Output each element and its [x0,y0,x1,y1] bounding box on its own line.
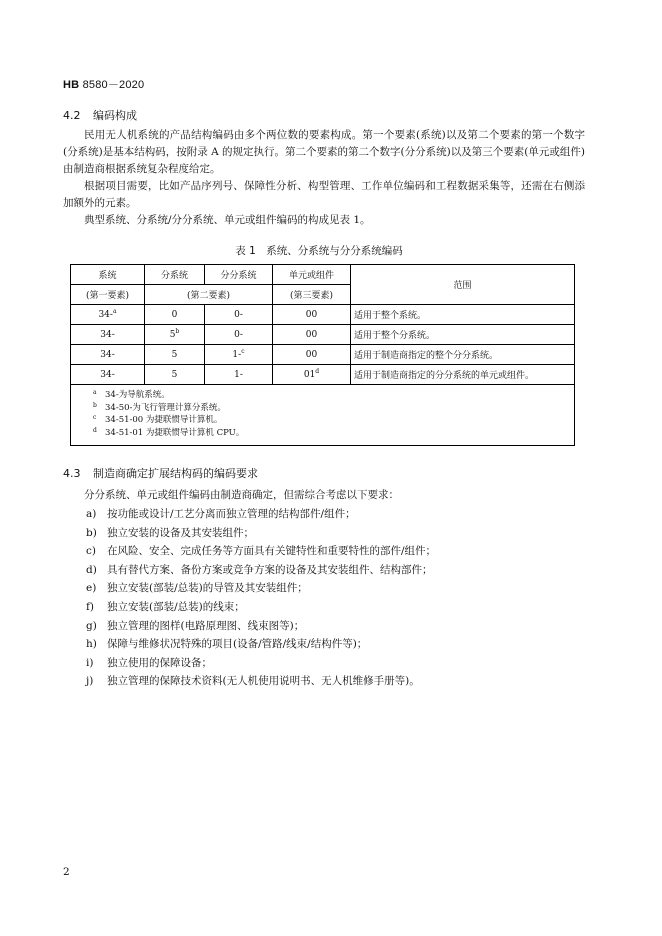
paragraph: 典型系统、分系统/分分系统、单元或组件编码的构成见表 1。 [84,214,371,226]
list-label: a) [86,508,97,520]
cell-value: 34- [100,349,115,360]
unit-cell [273,305,351,325]
paragraph: 根据项目需要，比如产品序列号、保障性分析、构型管理、工作单位编码和工程数据采集等，还需在右侧添加额外的元素。 [63,180,585,209]
header-cell: 分分系统 [205,265,273,285]
subsystem-cell [145,325,205,345]
header-cell: 单元或组件 [273,265,351,285]
unit-cell [273,325,351,345]
note-ref: a [112,307,117,315]
section-number: 4.2 [63,109,81,122]
cell-value: 00 [305,349,318,360]
note-text: 34-为导航系统。 [105,390,170,400]
note-text: 34-51-01 为捷联惯导计算机 CPU。 [105,427,245,438]
header-cell: 分系统 [145,265,205,285]
note-text: 34-50-为飞行管理计算分系统。 [105,402,226,413]
table-header-row [71,265,575,285]
cell-value: 5 [171,369,178,380]
cell-value: 00 [305,329,318,340]
list-item [86,542,586,561]
scope-cell: 适用于整个系统。 [351,305,575,325]
list-label: d) [86,563,97,576]
section-4-3-heading [63,465,258,481]
cell-value: 00 [305,309,318,320]
list-text: 独立管理的保障技术资料(无人机使用说明书、无人机维修手册等)。 [107,675,420,688]
scope-cell: 适用于制造商指定的整个分分系统。 [351,345,575,365]
cell-value: 34- [98,309,113,320]
list-text: 按功能或设计/工艺分离而独立管理的结构部件/组件； [107,508,356,520]
section-number: 4.3 [63,467,81,480]
table-row [71,365,575,385]
list-label: g) [86,619,97,632]
subheader-cell: (第二要素) [145,285,273,305]
cell-value: 01 [303,369,316,380]
list-label: e) [86,582,97,595]
standard-prefix: HB [63,79,80,91]
list-item [86,598,586,617]
table-note: $^a$ 34-为导航系统。 [93,389,170,400]
cell-value: 1- [232,349,242,360]
subsubsystem-cell [205,345,273,365]
list-text: 独立安装的设备及其安装组件； [107,526,254,539]
list-text: 保障与维修状况特殊的项目(设备/管路/线束/结构件等)； [107,638,368,651]
cell-value: 0- [234,309,243,320]
list-text: 独立安装(部装/总装)的线束； [107,600,245,613]
system-cell [71,305,145,325]
code-table [70,264,575,446]
cell-value: 0 [171,309,178,320]
cell-value: 34- [100,369,115,380]
list-label: i) [86,656,94,669]
header-cell: 范围 [351,265,575,305]
subheader-cell: (第一要素) [71,285,145,305]
list-label: j) [86,675,94,688]
list-item [86,579,586,598]
table-note: $^c$ 34-51-00 为捷联惯导计算机。 [93,414,223,425]
system-cell [71,325,145,345]
note-text: 34-51-00 为捷联惯导计算机。 [105,415,223,425]
list-label: c) [86,545,96,558]
page-number: 2 [63,866,70,878]
note-ref: c [241,347,245,355]
table-notes [71,385,575,446]
subsubsystem-cell [205,325,273,345]
subsubsystem-cell [205,365,273,385]
cell-value: 0- [234,329,243,340]
cell-value: 5 [171,349,178,360]
cell-value: 5 [169,329,176,340]
scope-cell: 适用于整个分系统。 [351,325,575,345]
section-title: 编码构成 [93,109,137,122]
list-label: f) [86,600,94,613]
list-label: h) [86,638,97,651]
list-item [86,561,586,580]
list-text: 具有替代方案、备份方案或竞争方案的设备及其安装组件、结构部件； [107,563,433,576]
table-caption: 表 1 系统、分系统与分分系统编码 [235,245,403,257]
list-item [86,672,586,691]
list-text: 独立管理的图样(电路原理图、线束图等)； [107,619,305,632]
paragraph: 分分系统、单元或组件编码由制造商确定，但需综合考虑以下要求： [84,489,399,501]
system-cell [71,365,145,385]
section-title: 制造商确定扩展结构码的编码要求 [93,467,258,480]
list-text: 在风险、安全、完成任务等方面具有关键特性和重要特性的部件/组件； [107,545,437,558]
subheader-cell: (第三要素) [273,285,351,305]
system-cell [71,345,145,365]
table-note: $^b$ 34-50-为飞行管理计算分系统。 [93,401,226,413]
subsystem-cell [145,305,205,325]
document-header [63,76,144,92]
subsubsystem-cell [205,305,273,325]
table-note: $^d$ 34-51-01 为捷联惯导计算机 CPU。 [93,426,245,438]
unit-cell [273,345,351,365]
table-row [71,325,575,345]
list-label: b) [86,526,97,539]
standard-number: 8580－2020 [82,79,145,91]
list-item [86,635,586,654]
list-item [86,524,586,543]
list-item [86,654,586,673]
note-ref: d [315,367,320,375]
header-cell: 系统 [71,265,145,285]
section-4-2-body [63,127,585,229]
requirements-list [86,505,586,691]
subsystem-cell [145,365,205,385]
list-item [86,617,586,636]
table-notes-row [71,385,575,446]
list-text: 独立使用的保障设备； [107,656,212,669]
scope-cell: 适用于制造商指定的分分系统的单元或组件。 [351,365,575,385]
list-item [86,505,586,524]
unit-cell [273,365,351,385]
cell-value: 1- [234,369,243,380]
table-row [71,345,575,365]
section-4-2-heading [63,107,137,123]
section-4-3-intro [63,487,585,504]
note-ref: b [175,327,180,335]
cell-value: 34- [100,329,115,340]
table-row [71,305,575,325]
paragraph: 民用无人机系统的产品结构编码由多个两位数的要素构成。第一个要素(系统)以及第二个要素的第一个数字(分系统)是基本结构码，按附录 A 的规定执行。第二个要素的第二个数字(分分系统)以及第三个要素(单元或组件)由制造商根据系统复杂程度给定。 [63,129,585,175]
list-text: 独立安装(部装/总装)的导管及其安装组件； [107,582,308,595]
subsystem-cell [145,345,205,365]
